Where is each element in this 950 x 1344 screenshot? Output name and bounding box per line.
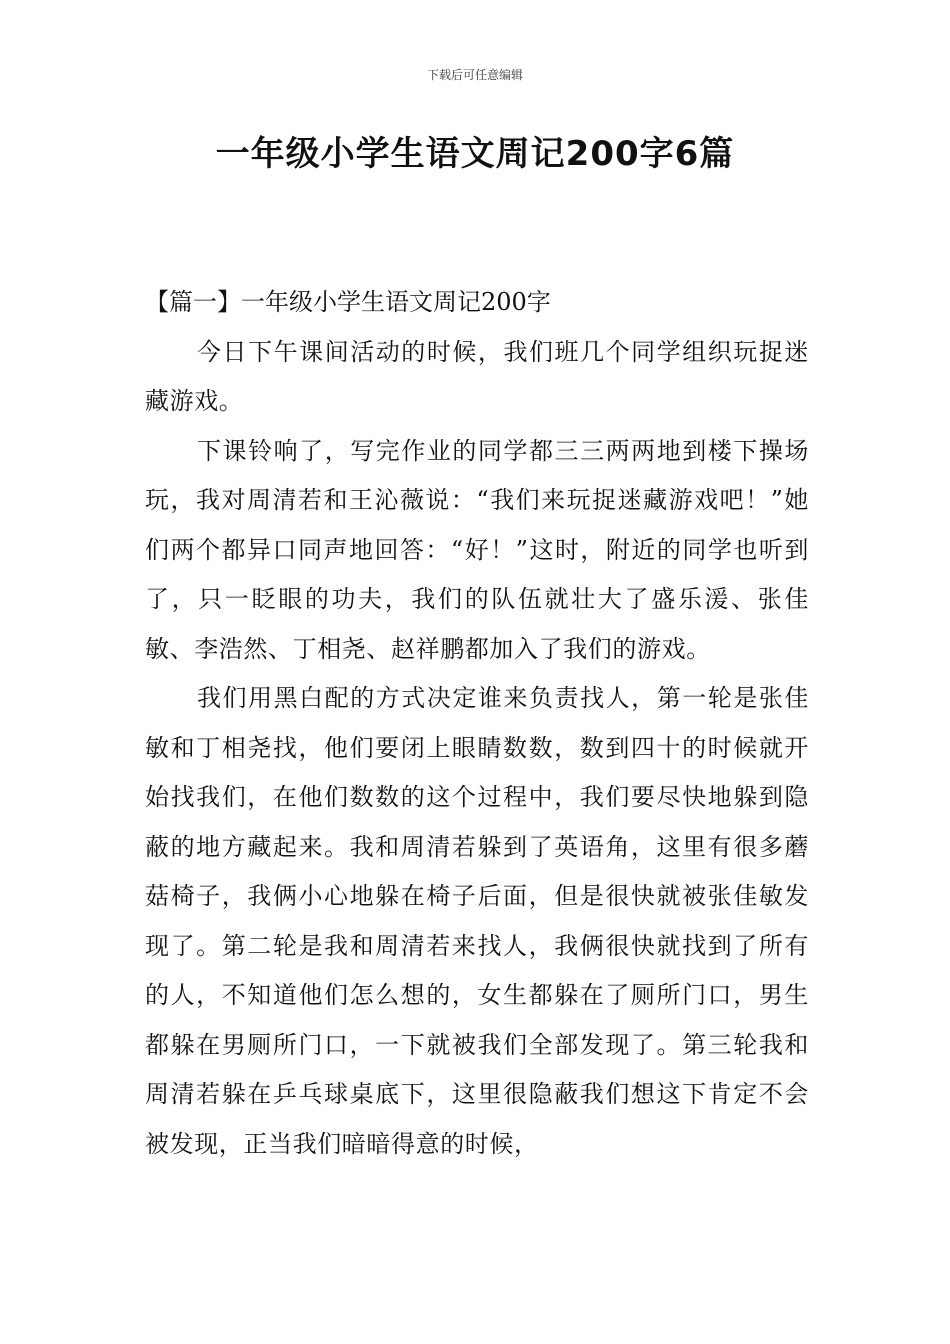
section-heading: 【篇一】一年级小学生语文周记200字 [145,288,551,316]
paragraph-3: 我们用黑白配的方式决定谁来负责找人，第一轮是张佳敏和丁相尧找，他们要闭上眼睛数数，数到四十的时候就开始找我们，在他们数数的这个过程中，我们要尽快地躲到隐蔽的地方藏起来。我和周清若躲到了英语角，这里有很多蘑菇椅子，我俩小心地躲在椅子后面，但是很快就被张佳敏发现了。第二轮是我和周清若来找人，我俩很快就找到了所有的人，不知道他们怎么想的，女生都躲在了厕所门口，男生都躲在男厕所门口，一下就被我们全部发现了。第三轮我和周清若躲在乒乓球桌底下，这里很隐蔽我们想这下肯定不会被发现，正当我们暗暗得意的时候， [145,684,809,1158]
document-body [145,278,809,1169]
paragraph-2: 下课铃响了，写完作业的同学都三三两两地到楼下操场玩，我对周清若和王沁薇说：“我们来玩捉迷藏游戏吧！”她们两个都异口同声地回答：“好！”这时，附近的同学也听到了，只一眨眼的功夫，我们的队伍就壮大了盛乐湲、张佳敏、李浩然、丁相尧、赵祥鹏都加入了我们的游戏。 [145,436,809,663]
paragraph-1: 今日下午课间活动的时候，我们班几个同学组织玩捉迷藏游戏。 [145,337,809,415]
document-title: 一年级小学生语文周记200字6篇 [215,134,735,174]
header-note: 下载后可任意编辑 [426,68,523,82]
